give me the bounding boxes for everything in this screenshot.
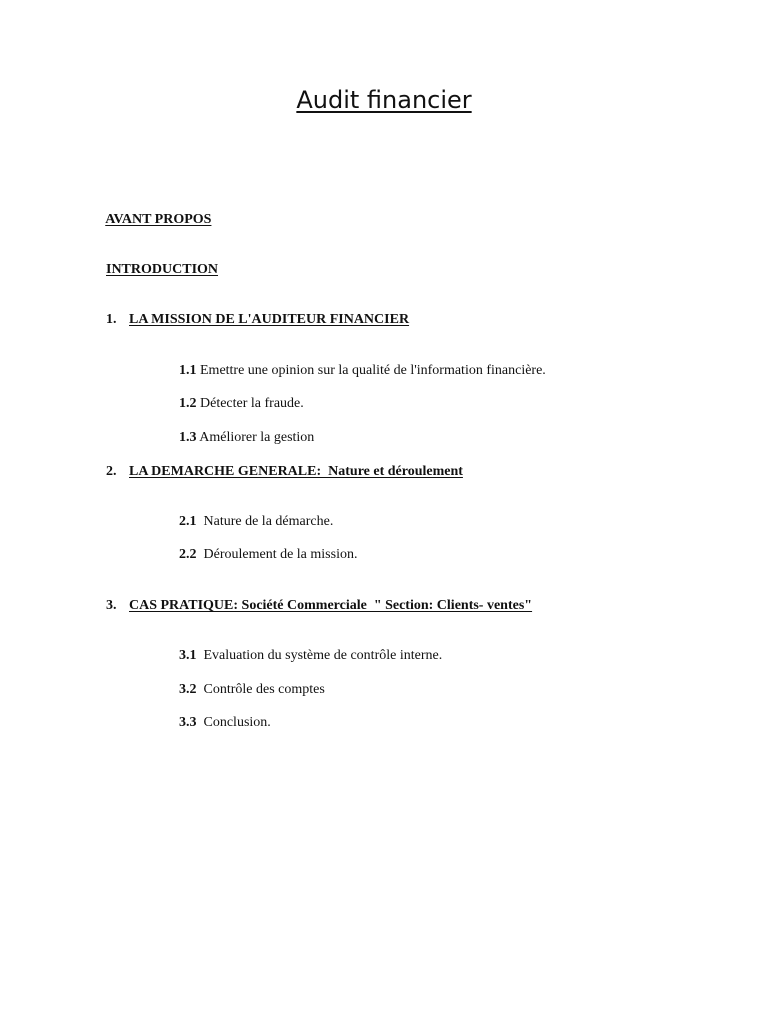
heading-avant-propos: AVANT PROPOS	[105, 212, 212, 227]
subsection-1-3: 1.3 Améliorer la gestion	[179, 430, 315, 445]
subsection-3-2: 3.2 Contrôle des comptes	[179, 682, 325, 697]
section-title: CAS PRATIQUE: Société Commerciale " Section: Clients- ventes"	[129, 598, 533, 613]
subsection-2-1: 2.1 Nature de la démarche.	[179, 514, 334, 529]
heading-introduction: INTRODUCTION	[106, 262, 219, 277]
section-title: LA DEMARCHE GENERALE: Nature et déroulement	[129, 464, 463, 479]
section-number: 1.	[106, 312, 117, 327]
section-number: 3.	[106, 598, 117, 613]
subsection-3-1: 3.1 Evaluation du système de contrôle interne.	[179, 648, 443, 663]
subsection-3-3: 3.3 Conclusion.	[179, 715, 271, 730]
section-number: 2.	[106, 464, 117, 479]
section-heading-2	[92, 445, 463, 499]
section-heading-3	[92, 579, 532, 633]
section-title: LA MISSION DE L'AUDITEUR FINANCIER	[129, 312, 410, 327]
subsection-2-2: 2.2 Déroulement de la mission.	[179, 547, 358, 562]
section-heading-1	[92, 293, 409, 347]
subsection-1-1: 1.1 Emettre une opinion sur la qualité de l'information financière.	[179, 363, 546, 378]
document-title: Audit financier	[296, 86, 472, 114]
subsection-1-2: 1.2 Détecter la fraude.	[179, 396, 304, 411]
